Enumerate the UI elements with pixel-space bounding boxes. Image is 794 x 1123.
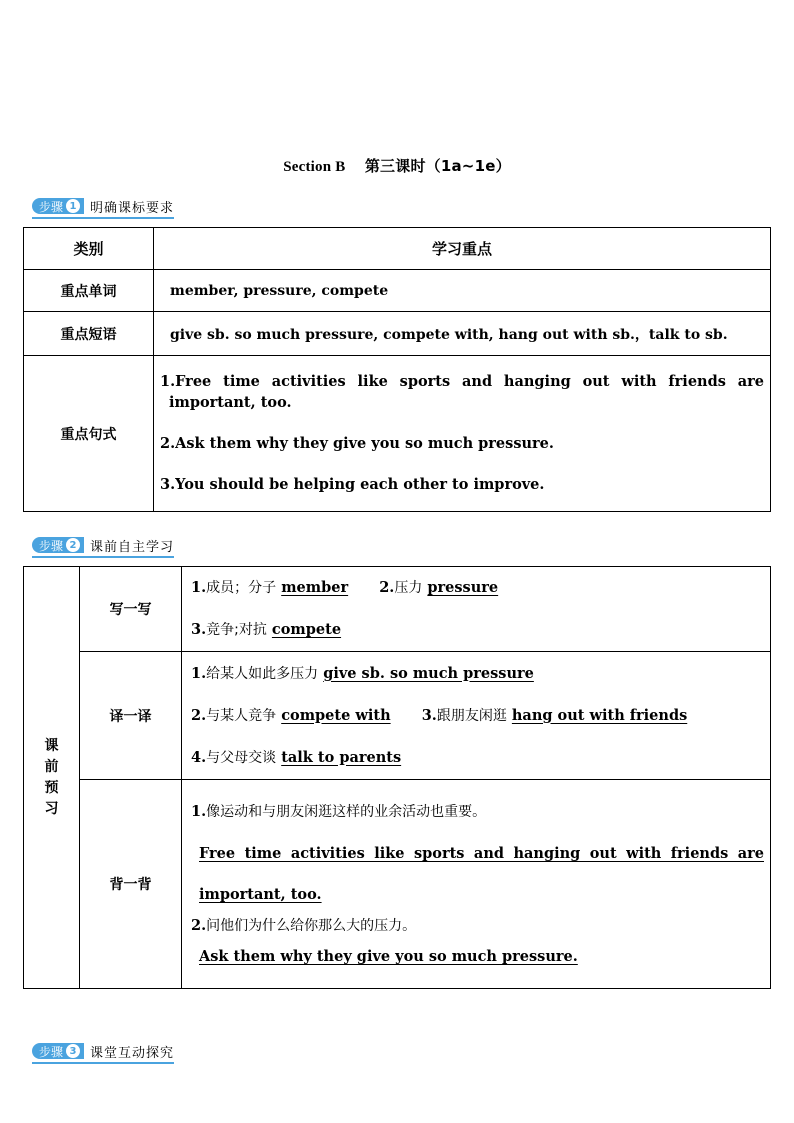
section-label: Section B [283, 159, 346, 175]
answer: compete [271, 621, 342, 638]
answer: pressure [427, 579, 499, 596]
sentence-2: 2.Ask them why they give you so much pressure. [160, 435, 554, 452]
step-label: 课堂互动探究 [90, 1045, 175, 1061]
translate-label: 译一译 [80, 652, 182, 780]
step-badge: 步骤 1 [32, 198, 84, 214]
list-item: 4.与父母交谈 talk to parents [191, 748, 402, 766]
answer: member [281, 579, 349, 596]
list-item: 1.像运动和与朋友闲逛这样的业余活动也重要。 [191, 803, 487, 820]
table-row [24, 652, 771, 780]
recite-content [182, 780, 771, 989]
step-number: 2 [66, 538, 80, 552]
step-3-header [32, 1041, 174, 1064]
lesson-label: 第三课时（1a~1e） [364, 157, 511, 175]
table-row [24, 270, 771, 312]
answer: talk to parents [281, 748, 402, 766]
sentence-3: 3.You should be helping each other to improve. [160, 476, 545, 493]
answer: compete with [281, 706, 391, 724]
page-title [0, 155, 794, 176]
content-cell [154, 356, 771, 512]
table-row [24, 567, 771, 652]
key-points-table [23, 227, 771, 512]
table-row [24, 780, 771, 989]
translate-content [182, 652, 771, 780]
step-1-header [32, 196, 174, 219]
step-number: 3 [66, 1044, 80, 1058]
list-item: 1.给某人如此多压力 give sb. so much pressure [191, 664, 534, 682]
step-2-header [32, 535, 174, 558]
write-label: 写一写 [80, 567, 182, 652]
step-badge: 步骤 3 [32, 1043, 84, 1059]
category-cell: 重点单词 [24, 270, 154, 312]
step-badge: 步骤 2 [32, 537, 84, 553]
step-label: 课前自主学习 [90, 539, 175, 555]
list-item: 2.问他们为什么给你那么大的压力。 [191, 917, 417, 934]
answer: Free time activities like sports and hanging out with friends are important, too. [199, 845, 764, 903]
list-item: 2.与某人竞争 compete with 3.跟朋友闲逛 hang out with friends [191, 706, 688, 724]
list-item: 3.竞争;对抗 compete [191, 621, 342, 638]
step-number: 1 [66, 199, 80, 213]
header-focus: 学习重点 [154, 228, 771, 270]
category-cell: 重点句式 [24, 356, 154, 512]
sentence-1: 1.Free time activities like sports and hanging out with friends are [160, 373, 764, 390]
category-cell: 重点短语 [24, 312, 154, 356]
content-cell: give sb. so much pressure, compete with, hang out with sb.，talk to sb. [154, 312, 771, 356]
answer: give sb. so much pressure [323, 664, 534, 682]
table-row [24, 356, 771, 512]
preview-side-label: 课前预习 [24, 567, 80, 989]
content-cell: member, pressure, compete [154, 270, 771, 312]
header-category: 类别 [24, 228, 154, 270]
step-label: 明确课标要求 [90, 200, 175, 216]
preview-table [23, 566, 771, 989]
table-row [24, 312, 771, 356]
list-item: 1.成员；分子 member 2.压力 pressure [191, 579, 499, 596]
answer: hang out with friends [511, 706, 688, 724]
answer: Ask them why they give you so much pressure. [199, 948, 578, 965]
sentence-1-cont: important, too. [169, 394, 292, 411]
recite-label: 背一背 [80, 780, 182, 989]
write-content [182, 567, 771, 652]
